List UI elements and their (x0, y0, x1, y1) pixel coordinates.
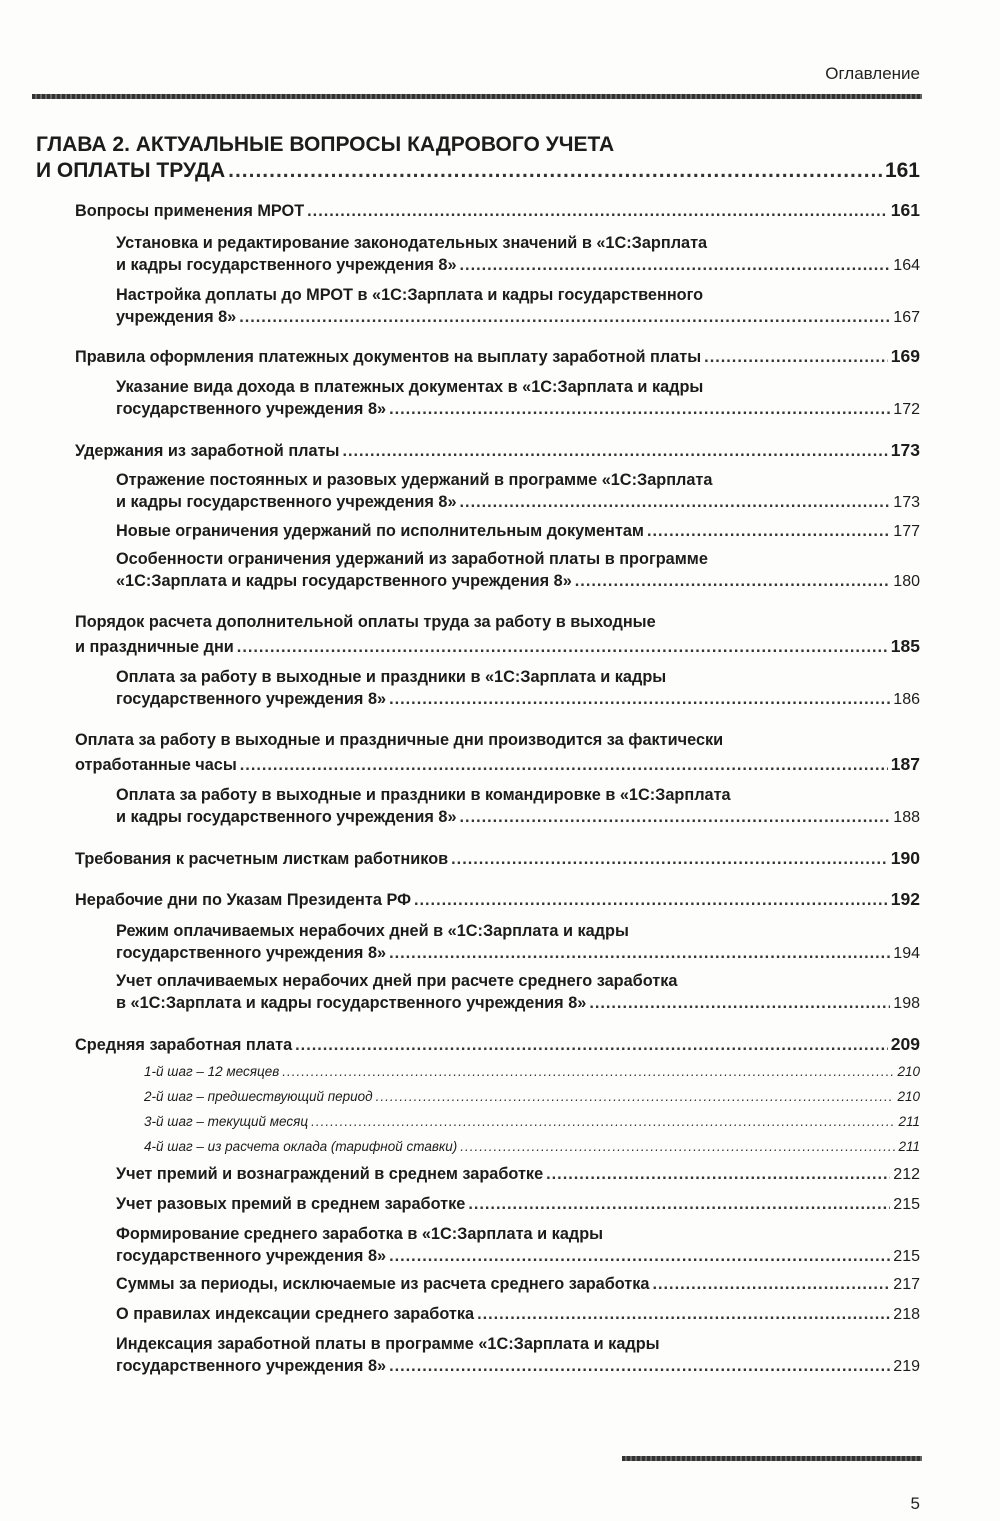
dot-leader (468, 1193, 890, 1215)
dot-leader (237, 635, 888, 659)
toc-entry-page: 164 (893, 257, 920, 274)
toc-entry-title: Суммы за периоды, исключаемые из расчета среднего заработка (116, 1275, 650, 1293)
toc-entry-page: 188 (893, 809, 920, 826)
toc-entry[interactable] (0, 1303, 1000, 1326)
toc-entry[interactable] (0, 376, 1000, 421)
dot-leader (376, 1088, 895, 1106)
footer-rule (622, 1456, 922, 1461)
toc-entry-title: и кадры государственного учреждения 8» (116, 808, 457, 826)
running-header: Оглавление (825, 64, 920, 83)
dot-leader (652, 1273, 890, 1295)
toc-entry-page: 217 (893, 1276, 920, 1293)
toc-entry-title: 1-й шаг – 12 месяцев (144, 1064, 280, 1079)
dot-leader (460, 806, 891, 828)
toc-entry[interactable] (0, 344, 1000, 369)
toc-entry-title-line: Особенности ограничения удержаний из заработной платы в программе (116, 550, 708, 568)
dot-leader (295, 1033, 888, 1057)
toc-entry-title-line: Индексация заработной платы в программе «1С:Зарплата и кадры (116, 1335, 660, 1353)
toc-entry-title: Новые ограничения удержаний по исполнительным документам (116, 522, 644, 540)
toc-entry[interactable] (0, 610, 1000, 659)
toc-entry[interactable] (0, 1088, 1000, 1106)
dot-leader (389, 942, 890, 964)
toc-entry[interactable] (0, 469, 1000, 514)
dot-leader (228, 158, 882, 184)
toc-entry[interactable] (0, 232, 1000, 277)
toc-entry-title: Средняя заработная плата (75, 1036, 293, 1054)
toc-entry[interactable] (0, 1333, 1000, 1378)
toc-entry-title: Вопросы применения МРОТ (75, 202, 305, 220)
toc-entry-title-line: Настройка доплаты до МРОТ в «1С:Зарплата и кадры государственного (116, 286, 704, 304)
toc-entry-page: 167 (893, 309, 920, 326)
toc-entry-page: 212 (893, 1166, 920, 1183)
toc-entry-page: 187 (890, 754, 920, 774)
header-rule (32, 94, 922, 99)
toc-entry-title-line: Учет оплачиваемых нерабочих дней при расчете среднего заработка (116, 972, 678, 990)
toc-entry-title-line: Оплата за работу в выходные и праздничные дни производится за фактически (75, 731, 724, 749)
toc-entry-title: и кадры государственного учреждения 8» (116, 493, 457, 511)
toc-entry-page: 192 (890, 889, 920, 909)
toc-entry[interactable] (0, 198, 1000, 223)
toc-entry-page: 194 (893, 945, 920, 962)
toc-entry-page: 190 (890, 848, 920, 868)
toc-entry-title-line: Отражение постоянных и разовых удержаний в программе «1С:Зарплата (116, 471, 713, 489)
toc-entry-page: 161 (884, 159, 920, 182)
toc-entry-title: Нерабочие дни по Указам Президента РФ (75, 891, 411, 909)
dot-leader (589, 992, 890, 1014)
dot-leader (460, 491, 891, 513)
toc-entry-title: 4-й шаг – из расчета оклада (тарифной ставки) (144, 1139, 458, 1154)
dot-leader (647, 520, 890, 542)
toc-entry-title-line: Формирование среднего заработка в «1С:Зарплата и кадры (116, 1225, 604, 1243)
toc-entry-title: Требования к расчетным листкам работников (75, 850, 449, 868)
toc-entry-page: 161 (890, 200, 920, 220)
toc-entry[interactable] (0, 548, 1000, 593)
dot-leader (704, 345, 888, 369)
toc-entry-title-line: Оплата за работу в выходные и праздники в командировке в «1С:Зарплата (116, 786, 731, 804)
toc-entry[interactable] (0, 132, 1000, 184)
toc-entry[interactable] (0, 1138, 1000, 1156)
toc-entry[interactable] (0, 1193, 1000, 1216)
toc-entry[interactable] (0, 1063, 1000, 1081)
toc-entry-title: Удержания из заработной платы (75, 442, 340, 460)
toc-entry-page: 180 (893, 573, 920, 590)
dot-leader (546, 1163, 890, 1185)
toc-entry-title: Учет разовых премий в среднем заработке (116, 1195, 466, 1213)
dot-leader (451, 847, 888, 871)
toc-entry[interactable] (0, 1163, 1000, 1186)
toc-entry-title-line: Установка и редактирование законодательных значений в «1С:Зарплата (116, 234, 708, 252)
toc-entry-title: И ОПЛАТЫ ТРУДА (36, 159, 226, 182)
toc-entry-title-line: Оплата за работу в выходные и праздники в «1С:Зарплата и кадры (116, 668, 667, 686)
toc-entry[interactable] (0, 1223, 1000, 1268)
toc-entry-page: 210 (897, 1089, 920, 1104)
toc-entry-page: 169 (890, 346, 920, 366)
toc-entry-title: государственного учреждения 8» (116, 1247, 387, 1265)
dot-leader (575, 570, 891, 592)
toc-entry-title: и кадры государственного учреждения 8» (116, 256, 457, 274)
dot-leader (282, 1063, 894, 1081)
toc-entry-page: 218 (893, 1306, 920, 1323)
toc-entry-title-line: Режим оплачиваемых нерабочих дней в «1С:Зарплата и кадры (116, 922, 629, 940)
toc-entry-title: Правила оформления платежных документов на выплату заработной платы (75, 348, 702, 366)
toc-entry-title: отработанные часы (75, 756, 237, 774)
toc-entry-page: 186 (893, 691, 920, 708)
toc-entry-title: О правилах индексации среднего заработка (116, 1305, 475, 1323)
toc-entry[interactable] (0, 784, 1000, 829)
toc-entry-title: государственного учреждения 8» (116, 1357, 387, 1375)
toc-entry-page: 172 (893, 401, 920, 418)
toc-entry-page: 198 (893, 995, 920, 1012)
toc-entry[interactable] (0, 520, 1000, 543)
toc-entry[interactable] (0, 920, 1000, 965)
toc-entry[interactable] (0, 438, 1000, 463)
toc-entry[interactable] (0, 970, 1000, 1015)
toc-entry-page: 209 (890, 1034, 920, 1054)
toc-entry-title-line: Указание вида дохода в платежных документах в «1С:Зарплата и кадры (116, 378, 704, 396)
toc-entry-page: 173 (890, 440, 920, 460)
toc-entry[interactable] (0, 887, 1000, 912)
toc-entry-title: 3-й шаг – текущий месяц (144, 1114, 309, 1129)
toc-entry[interactable] (0, 1032, 1000, 1057)
toc-entry-page: 211 (898, 1114, 920, 1129)
toc-entry-title: в «1С:Зарплата и кадры государственного учреждения 8» (116, 994, 587, 1012)
toc-entry-page: 210 (897, 1064, 920, 1079)
toc-entry-title: Учет премий и вознаграждений в среднем заработке (116, 1165, 544, 1183)
toc-entry[interactable] (0, 1273, 1000, 1296)
toc-entry-title: государственного учреждения 8» (116, 400, 387, 418)
toc-entry[interactable] (0, 728, 1000, 777)
toc-entry-title: государственного учреждения 8» (116, 690, 387, 708)
dot-leader (342, 439, 887, 463)
dot-leader (389, 688, 890, 710)
page-number: 5 (910, 1494, 920, 1513)
toc-entry-page: 177 (893, 523, 920, 540)
toc-entry[interactable] (0, 1113, 1000, 1131)
dot-leader (240, 753, 888, 777)
toc-entry-page: 173 (893, 494, 920, 511)
toc-entry-title: и праздничные дни (75, 638, 234, 656)
toc-entry[interactable] (0, 666, 1000, 711)
dot-leader (477, 1303, 890, 1325)
toc-entry-title: «1С:Зарплата и кадры государственного учреждения 8» (116, 572, 572, 590)
toc-entry-page: 219 (893, 1358, 920, 1375)
dot-leader (460, 254, 891, 276)
toc-entry[interactable] (0, 846, 1000, 871)
dot-leader (239, 306, 890, 328)
toc-entry-title: учреждения 8» (116, 308, 237, 326)
toc-entry-title-line: ГЛАВА 2. АКТУАЛЬНЫЕ ВОПРОСЫ КАДРОВОГО УЧЕТА (36, 133, 615, 156)
dot-leader (389, 1245, 890, 1267)
toc-entry-title: 2-й шаг – предшествующий период (144, 1089, 373, 1104)
toc-entry-page: 215 (893, 1196, 920, 1213)
toc-entry[interactable] (0, 284, 1000, 329)
dot-leader (307, 199, 888, 223)
toc-entry-page: 215 (893, 1248, 920, 1265)
dot-leader (414, 888, 888, 912)
dot-leader (389, 398, 890, 420)
toc-entry-page: 185 (890, 636, 920, 656)
dot-leader (460, 1138, 895, 1156)
toc-entry-title: государственного учреждения 8» (116, 944, 387, 962)
dot-leader (389, 1355, 890, 1377)
toc-entry-title-line: Порядок расчета дополнительной оплаты труда за работу в выходные (75, 613, 656, 631)
dot-leader (311, 1113, 895, 1131)
toc-entry-page: 211 (898, 1139, 920, 1154)
